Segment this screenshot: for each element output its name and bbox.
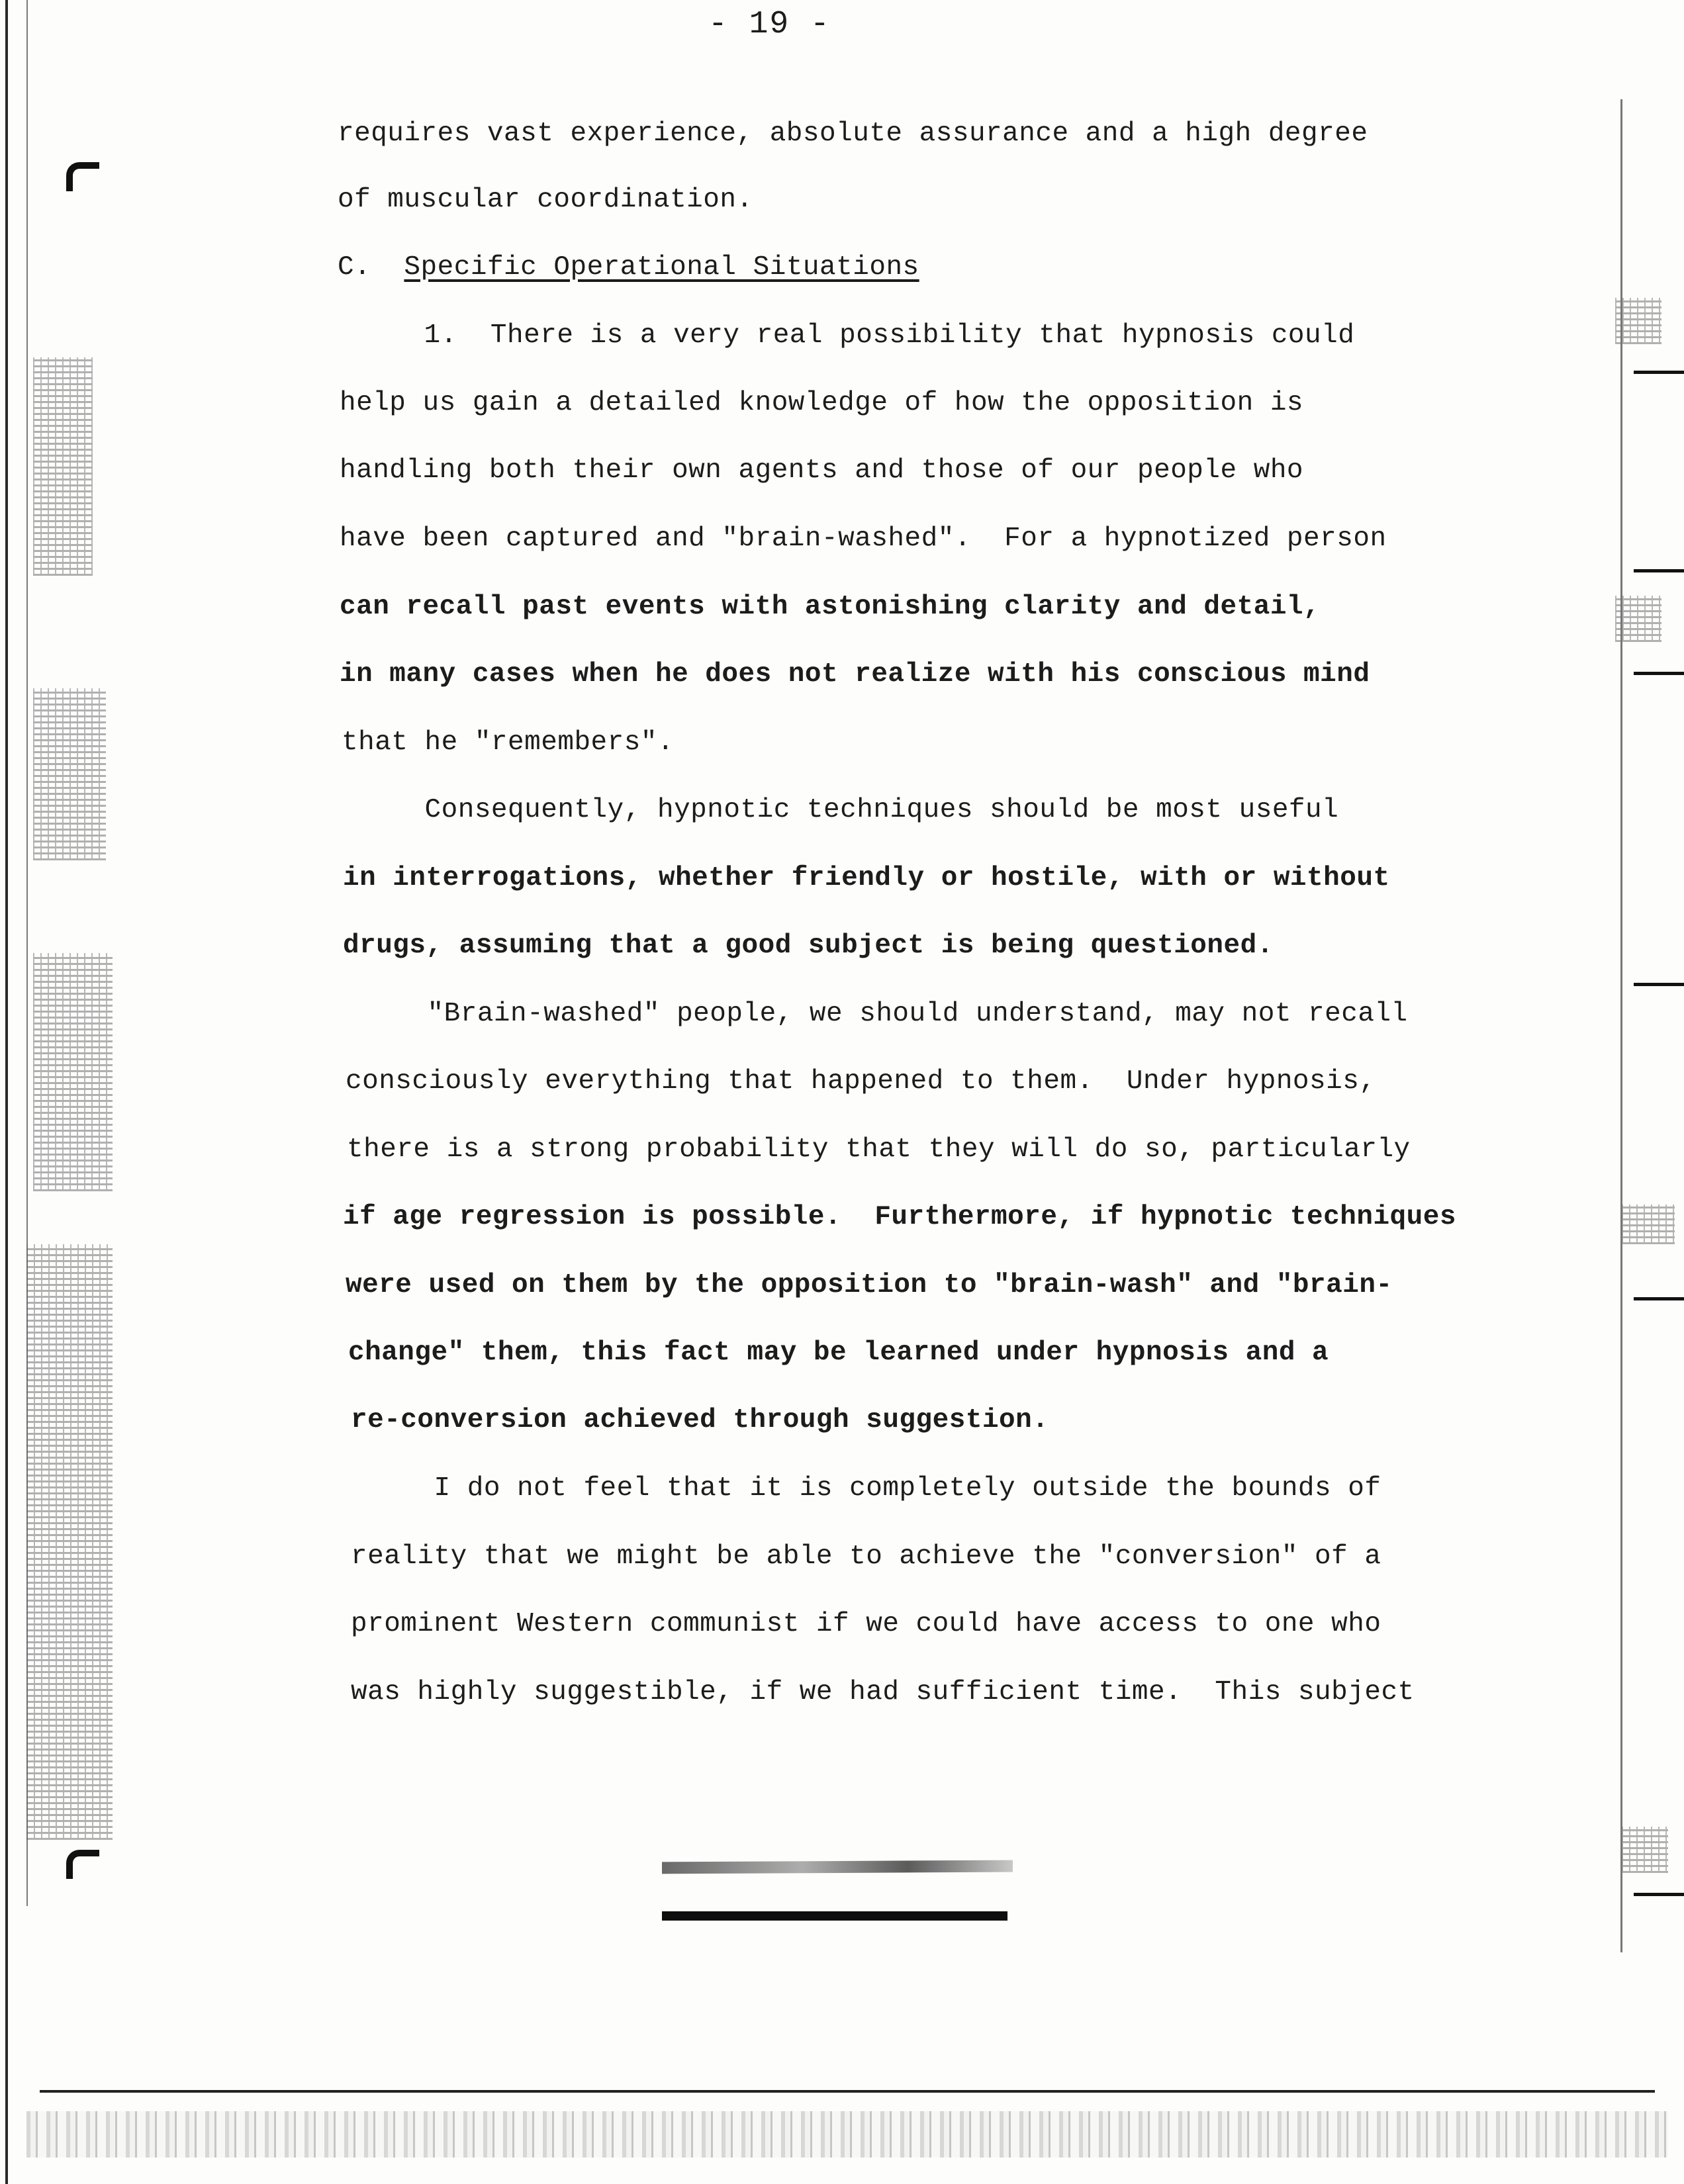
text-line: consciously everything that happened to them. Under hypnosis, xyxy=(346,1066,1376,1097)
text-line: reality that we might be able to achieve the "conversion" of a xyxy=(351,1541,1381,1572)
text-line: in interrogations, whether friendly or hostile, with or without xyxy=(343,863,1390,893)
scan-right-tick xyxy=(1634,1297,1684,1300)
text-line: in many cases when he does not realize with his conscious mind xyxy=(340,659,1370,690)
page-number: - 19 - xyxy=(708,7,831,42)
text-line: there is a strong probability that they will do so, particularly xyxy=(347,1134,1411,1165)
text-line: "Brain-washed" people, we should understand, may not recall xyxy=(344,999,1408,1029)
bottom-rule xyxy=(40,2090,1655,2093)
redaction-bar xyxy=(662,1911,1007,1921)
section-heading xyxy=(338,251,919,283)
text-line: change" them, this fact may be learned under hypnosis and a xyxy=(348,1338,1329,1368)
scan-bracket-mark xyxy=(66,1850,99,1879)
scan-speckle xyxy=(33,357,93,576)
text-line: requires vast experience, absolute assurance and a high degree xyxy=(338,118,1368,149)
text-line: prominent Western communist if we could have access to one who xyxy=(351,1609,1381,1639)
text-line: of muscular coordination. xyxy=(338,185,753,215)
section-heading-title: Specific Operational Situations xyxy=(404,252,919,283)
scan-speckle xyxy=(26,1244,113,1840)
scan-right-tick xyxy=(1634,672,1684,675)
text-line: can recall past events with astonishing clarity and detail, xyxy=(340,592,1321,622)
scan-bottom-noise xyxy=(26,2111,1668,2158)
text-line: re-conversion achieved through suggestion. xyxy=(351,1405,1049,1435)
scan-right-tick xyxy=(1634,371,1684,374)
scan-right-tick xyxy=(1634,983,1684,986)
text-line: handling both their own agents and those of our people who xyxy=(340,455,1304,486)
redaction-smear xyxy=(662,1860,1013,1874)
text-line: Consequently, hypnotic techniques should be most useful xyxy=(342,795,1339,825)
section-heading-prefix: C. xyxy=(338,252,404,283)
text-line: I do not feel that it is completely outside the bounds of xyxy=(351,1473,1381,1504)
scan-right-tick xyxy=(1634,1893,1684,1896)
text-line: were used on them by the opposition to "brain-wash" and "brain- xyxy=(346,1270,1393,1300)
scan-right-frame xyxy=(1620,99,1622,1952)
scan-speckle xyxy=(1622,1827,1668,1873)
text-line: have been captured and "brain-washed". For a hypnotized person xyxy=(340,523,1387,554)
text-line: that he "remembers". xyxy=(342,727,675,758)
scan-speckle xyxy=(33,688,106,860)
scan-right-tick xyxy=(1634,569,1684,572)
text-line: if age regression is possible. Furthermore, if hypnotic techniques xyxy=(343,1202,1456,1232)
text-line: was highly suggestible, if we had sufficient time. This subject xyxy=(351,1677,1415,1707)
scan-speckle xyxy=(33,953,113,1191)
text-line: drugs, assuming that a good subject is being questioned. xyxy=(343,931,1274,961)
text-line: help us gain a detailed knowledge of how the opposition is xyxy=(340,388,1304,418)
text-line: 1. There is a very real possibility that hypnosis could xyxy=(341,320,1355,351)
scan-speckle xyxy=(1622,1205,1675,1244)
scan-bracket-mark xyxy=(66,162,99,191)
scan-left-edge xyxy=(5,0,8,2184)
